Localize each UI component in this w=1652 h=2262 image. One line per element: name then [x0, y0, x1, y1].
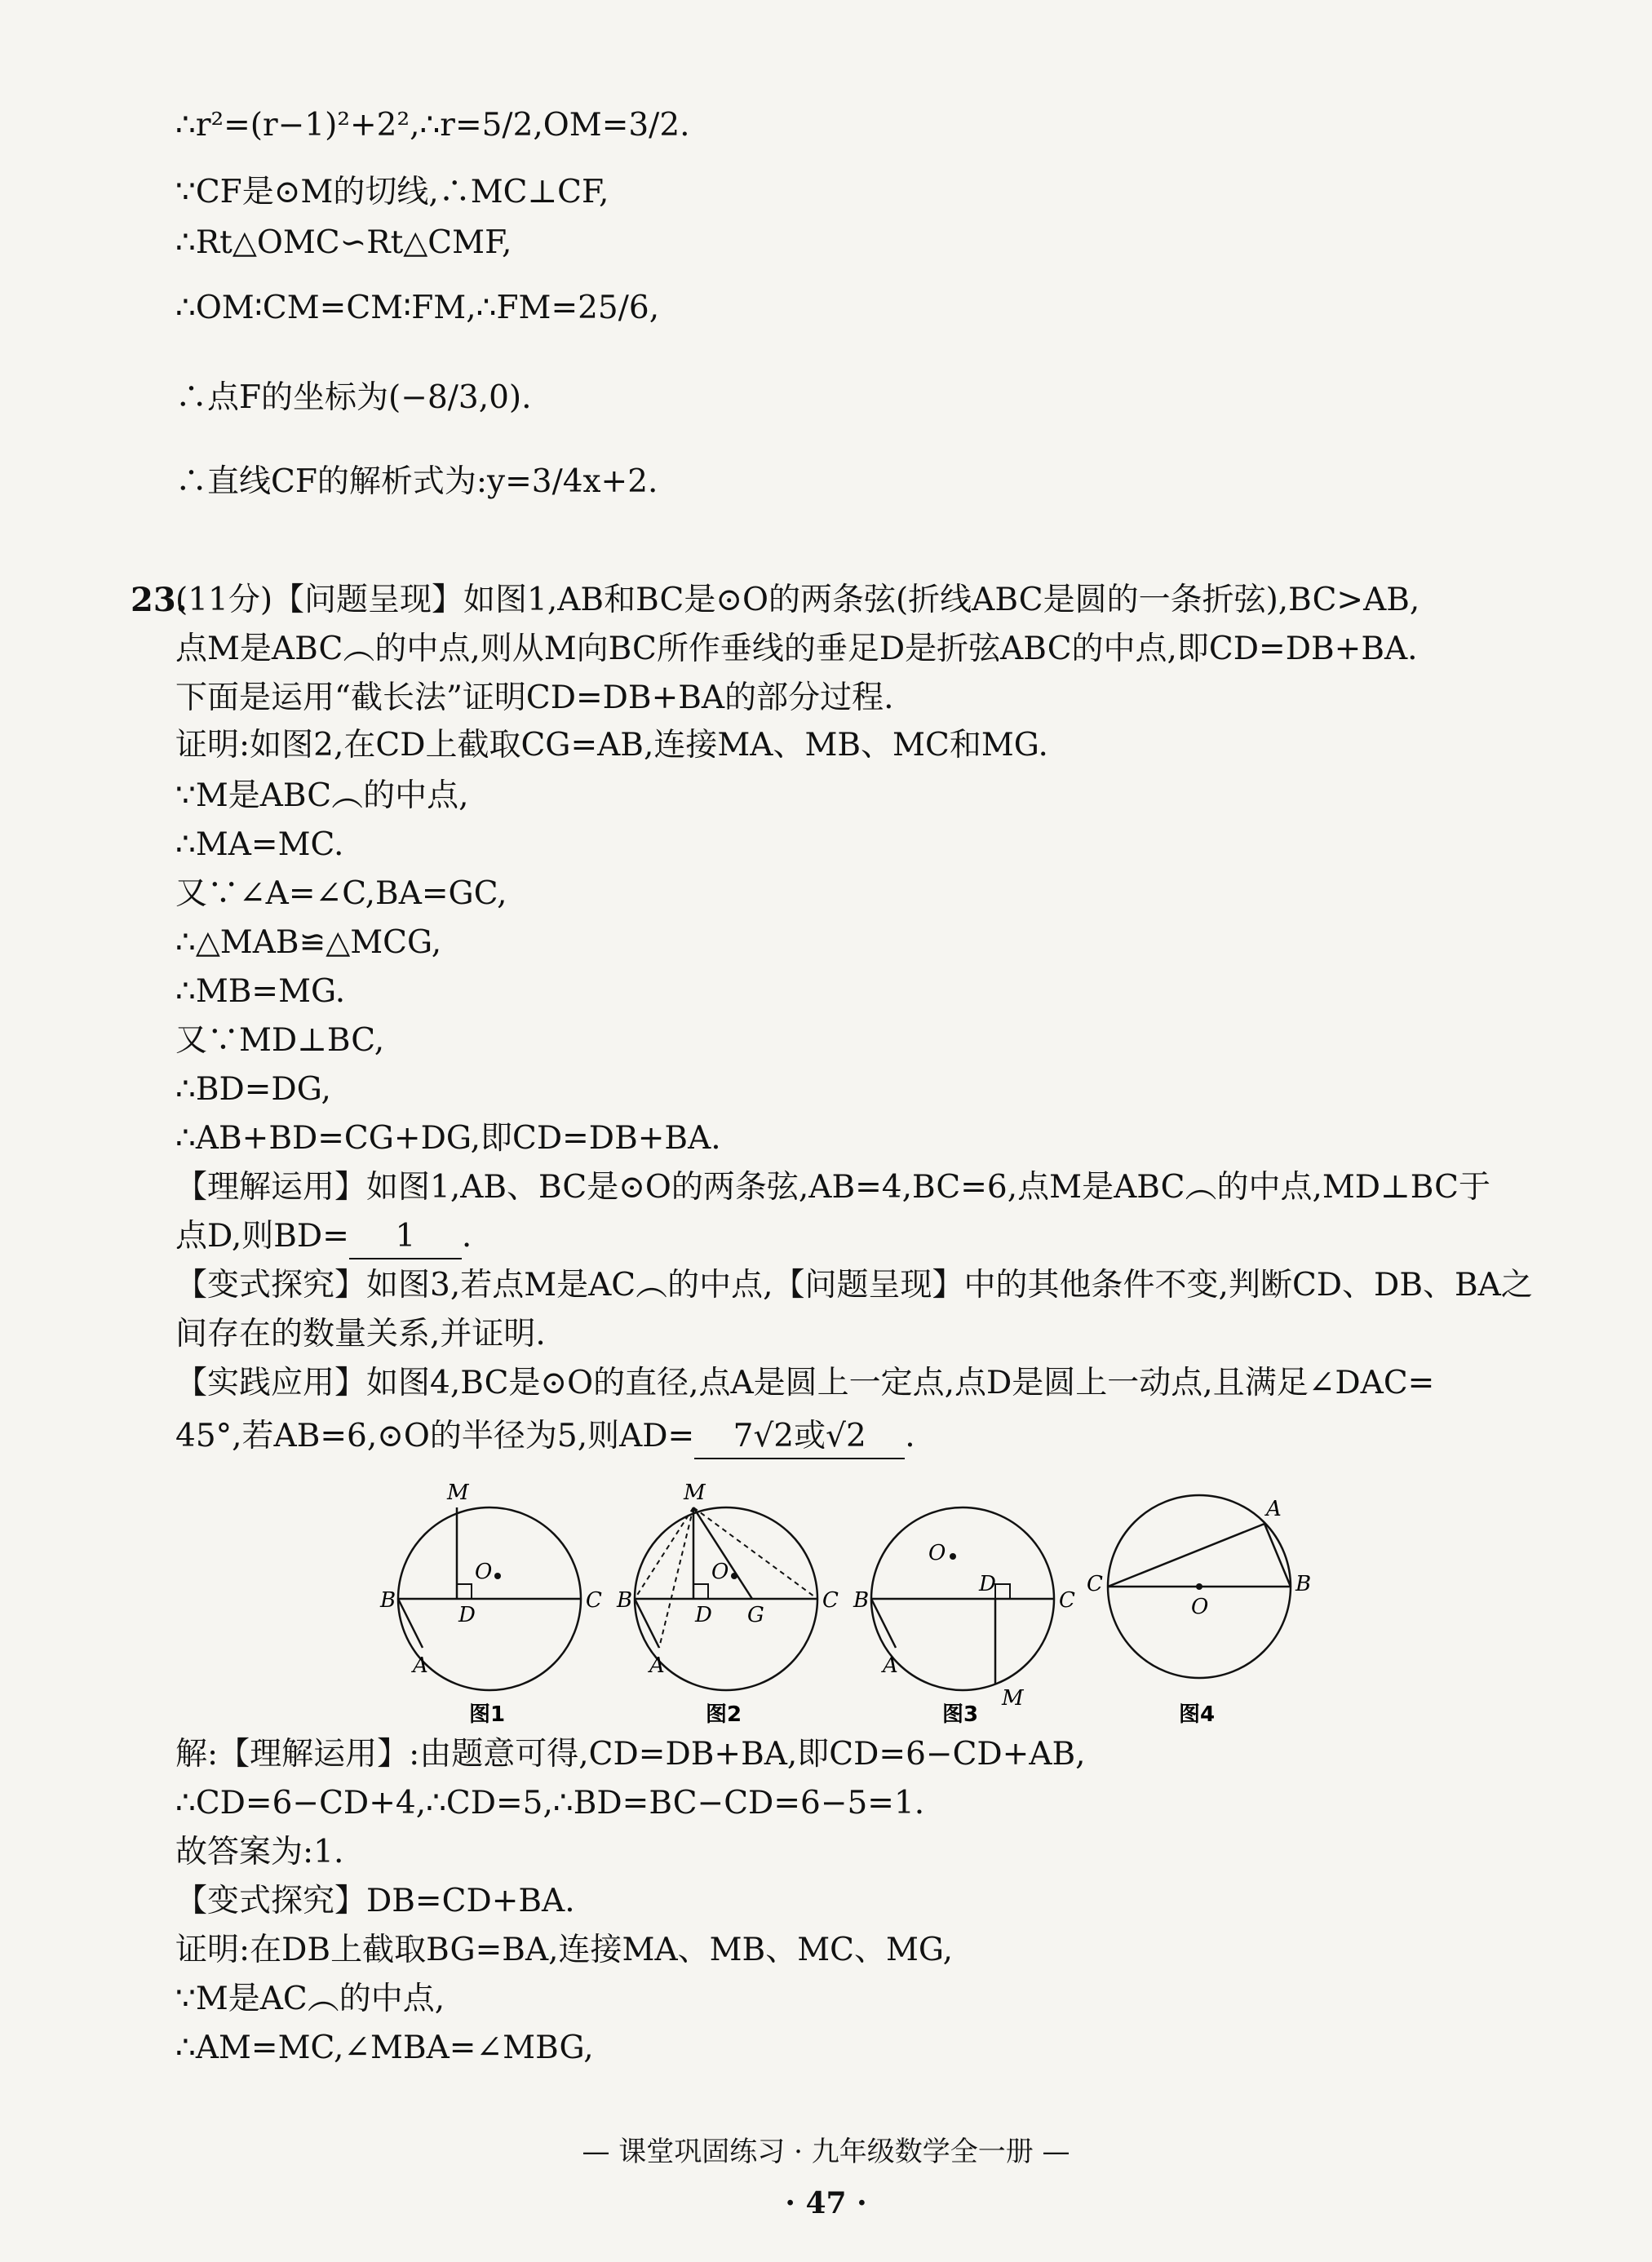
fig3-label-a: A	[883, 1653, 898, 1678]
q23-line-4: 证明:如图2,在CD上截取CG=AB,连接MA、MB、MC和MG.	[175, 727, 1048, 764]
prev-line-1: ∴r²=(r−1)²+2²,∴r=5/2,OM=3/2.	[175, 107, 690, 144]
fig4-chord-ca	[1108, 1524, 1264, 1587]
q23-line-16: 间存在的数量关系,并证明.	[175, 1316, 546, 1352]
prev-line-4: ∴OM∶CM=CM∶FM,∴FM=25/6,	[175, 290, 660, 326]
fig1-right-angle	[457, 1584, 472, 1599]
q23-line-7: 又∵∠A=∠C,BA=GC,	[175, 875, 507, 912]
fig1-label-b: B	[380, 1588, 396, 1613]
fig4-label-o: O	[1191, 1595, 1209, 1619]
figures-panel	[380, 1468, 1313, 1737]
q23-line-9: ∴MB=MG.	[175, 973, 346, 1010]
fig2-label-g: G	[747, 1603, 764, 1627]
q23-line-6: ∴MA=MC.	[175, 826, 344, 863]
q23-line-10: 又∵MD⊥BC,	[175, 1022, 385, 1059]
fig4-label-b: B	[1295, 1572, 1312, 1596]
q23-line-14-text: 点D,则BD=	[175, 1218, 349, 1255]
q23-line-18-text: 45°,若AB=6,⊙O的半径为5,则AD=	[175, 1418, 695, 1454]
fig1-label-c: C	[586, 1588, 602, 1613]
fig3-caption: 图3	[942, 1702, 979, 1727]
prev-line-3: ∴Rt△OMC∽Rt△CMF,	[175, 224, 512, 261]
fig2-label-m: M	[684, 1481, 706, 1505]
q23-line-14-end: .	[461, 1218, 472, 1255]
solution-line-4: 【变式探究】DB=CD+BA.	[175, 1883, 575, 1919]
fig2-line-mb	[635, 1507, 693, 1599]
fig1-label-d: D	[458, 1603, 476, 1627]
fig4-label-a: A	[1266, 1497, 1282, 1521]
fig2-label-d: D	[695, 1603, 712, 1627]
fig3-label-b: B	[853, 1588, 870, 1613]
fig3-right-angle	[995, 1584, 1010, 1599]
fig2-center-dot	[731, 1573, 737, 1579]
figure-4	[1087, 1495, 1311, 1727]
figure-2	[616, 1481, 839, 1727]
solution-line-1: 解:【理解运用】:由题意可得,CD=DB+BA,即CD=6−CD+AB,	[175, 1736, 1086, 1773]
q23-line-18	[175, 1415, 915, 1459]
prev-line-6: ∴直线CF的解析式为:y=3/4x+2.	[175, 463, 658, 500]
answer-blank-1: 1	[349, 1215, 462, 1259]
q23-line-3: 下面是运用“截长法”证明CD=DB+BA的部分过程.	[175, 679, 894, 716]
fig1-label-o: O	[475, 1560, 493, 1584]
q23-line-8: ∴△MAB≌△MCG,	[175, 924, 442, 961]
figure-1	[379, 1481, 602, 1727]
fig2-caption: 图2	[706, 1702, 742, 1727]
fig2-right-angle	[693, 1584, 708, 1599]
fig2-label-c: C	[822, 1588, 839, 1613]
fig1-caption: 图1	[469, 1702, 506, 1727]
footer-title: — 课堂巩固练习 · 九年级数学全一册 —	[582, 2136, 1070, 2168]
fig2-line-ma	[659, 1507, 693, 1648]
solution-line-3: 故答案为:1.	[175, 1834, 344, 1870]
fig1-label-a: A	[413, 1653, 428, 1678]
fig2-line-mc	[693, 1507, 817, 1599]
fig2-label-b: B	[617, 1588, 633, 1613]
q23-line-1: (11分)【问题呈现】如图1,AB和BC是⊙O的两条弦(折线ABC是圆的一条折弦),BC>AB,	[175, 582, 1420, 618]
prev-line-5: ∴点F的坐标为(−8/3,0).	[175, 379, 532, 416]
figure-3	[853, 1507, 1075, 1727]
q23-line-2: 点M是ABC︵的中点,则从M向BC所作垂线的垂足D是折弦ABC的中点,即CD=DB+BA.	[175, 631, 1418, 667]
fig2-label-a: A	[649, 1653, 665, 1678]
fig3-label-d: D	[979, 1572, 996, 1596]
fig1-label-m: M	[447, 1481, 469, 1505]
fig4-caption: 图4	[1179, 1702, 1216, 1727]
fig4-center-dot	[1196, 1583, 1202, 1590]
q23-line-5: ∵M是ABC︵的中点,	[175, 777, 469, 814]
page-number: · 47 ·	[785, 2186, 867, 2220]
q23-line-14	[175, 1215, 472, 1259]
fig3-label-o: O	[928, 1541, 946, 1565]
q23-line-13: 【理解运用】如图1,AB、BC是⊙O的两条弦,AB=4,BC=6,点M是ABC︵的中点,MD⊥BC于	[175, 1169, 1490, 1206]
answer-blank-2: 7√2或√2	[694, 1415, 905, 1459]
solution-line-2: ∴CD=6−CD+4,∴CD=5,∴BD=BC−CD=6−5=1.	[175, 1785, 925, 1822]
q23-line-15: 【变式探究】如图3,若点M是AC︵的中点,【问题呈现】中的其他条件不变,判断CD、DB、BA之	[175, 1267, 1533, 1304]
fig4-chord-ab	[1264, 1524, 1291, 1587]
solution-line-5: 证明:在DB上截取BG=BA,连接MA、MB、MC、MG,	[175, 1932, 954, 1968]
fig3-center-dot	[950, 1553, 956, 1560]
solution-line-6: ∵M是AC︵的中点,	[175, 1981, 445, 2017]
fig3-label-m: M	[1002, 1686, 1024, 1711]
fig1-center-dot	[494, 1573, 501, 1579]
q23-line-18-end: .	[905, 1418, 915, 1454]
fig2-line-mg	[693, 1507, 752, 1599]
fig2-label-o: O	[711, 1560, 729, 1584]
fig3-label-c: C	[1059, 1588, 1075, 1613]
q23-line-11: ∴BD=DG,	[175, 1071, 331, 1108]
q23-line-17: 【实践应用】如图4,BC是⊙O的直径,点A是圆上一定点,点D是圆上一动点,且满足∠DAC=	[175, 1365, 1435, 1401]
q23-line-12: ∴AB+BD=CG+DG,即CD=DB+BA.	[175, 1120, 721, 1157]
solution-line-7: ∴AM=MC,∠MBA=∠MBG,	[175, 2030, 594, 2066]
fig4-label-c: C	[1087, 1572, 1103, 1596]
question-number: 23.	[131, 581, 188, 619]
prev-line-2: ∵CF是⊙M的切线,∴MC⊥CF,	[175, 174, 609, 210]
